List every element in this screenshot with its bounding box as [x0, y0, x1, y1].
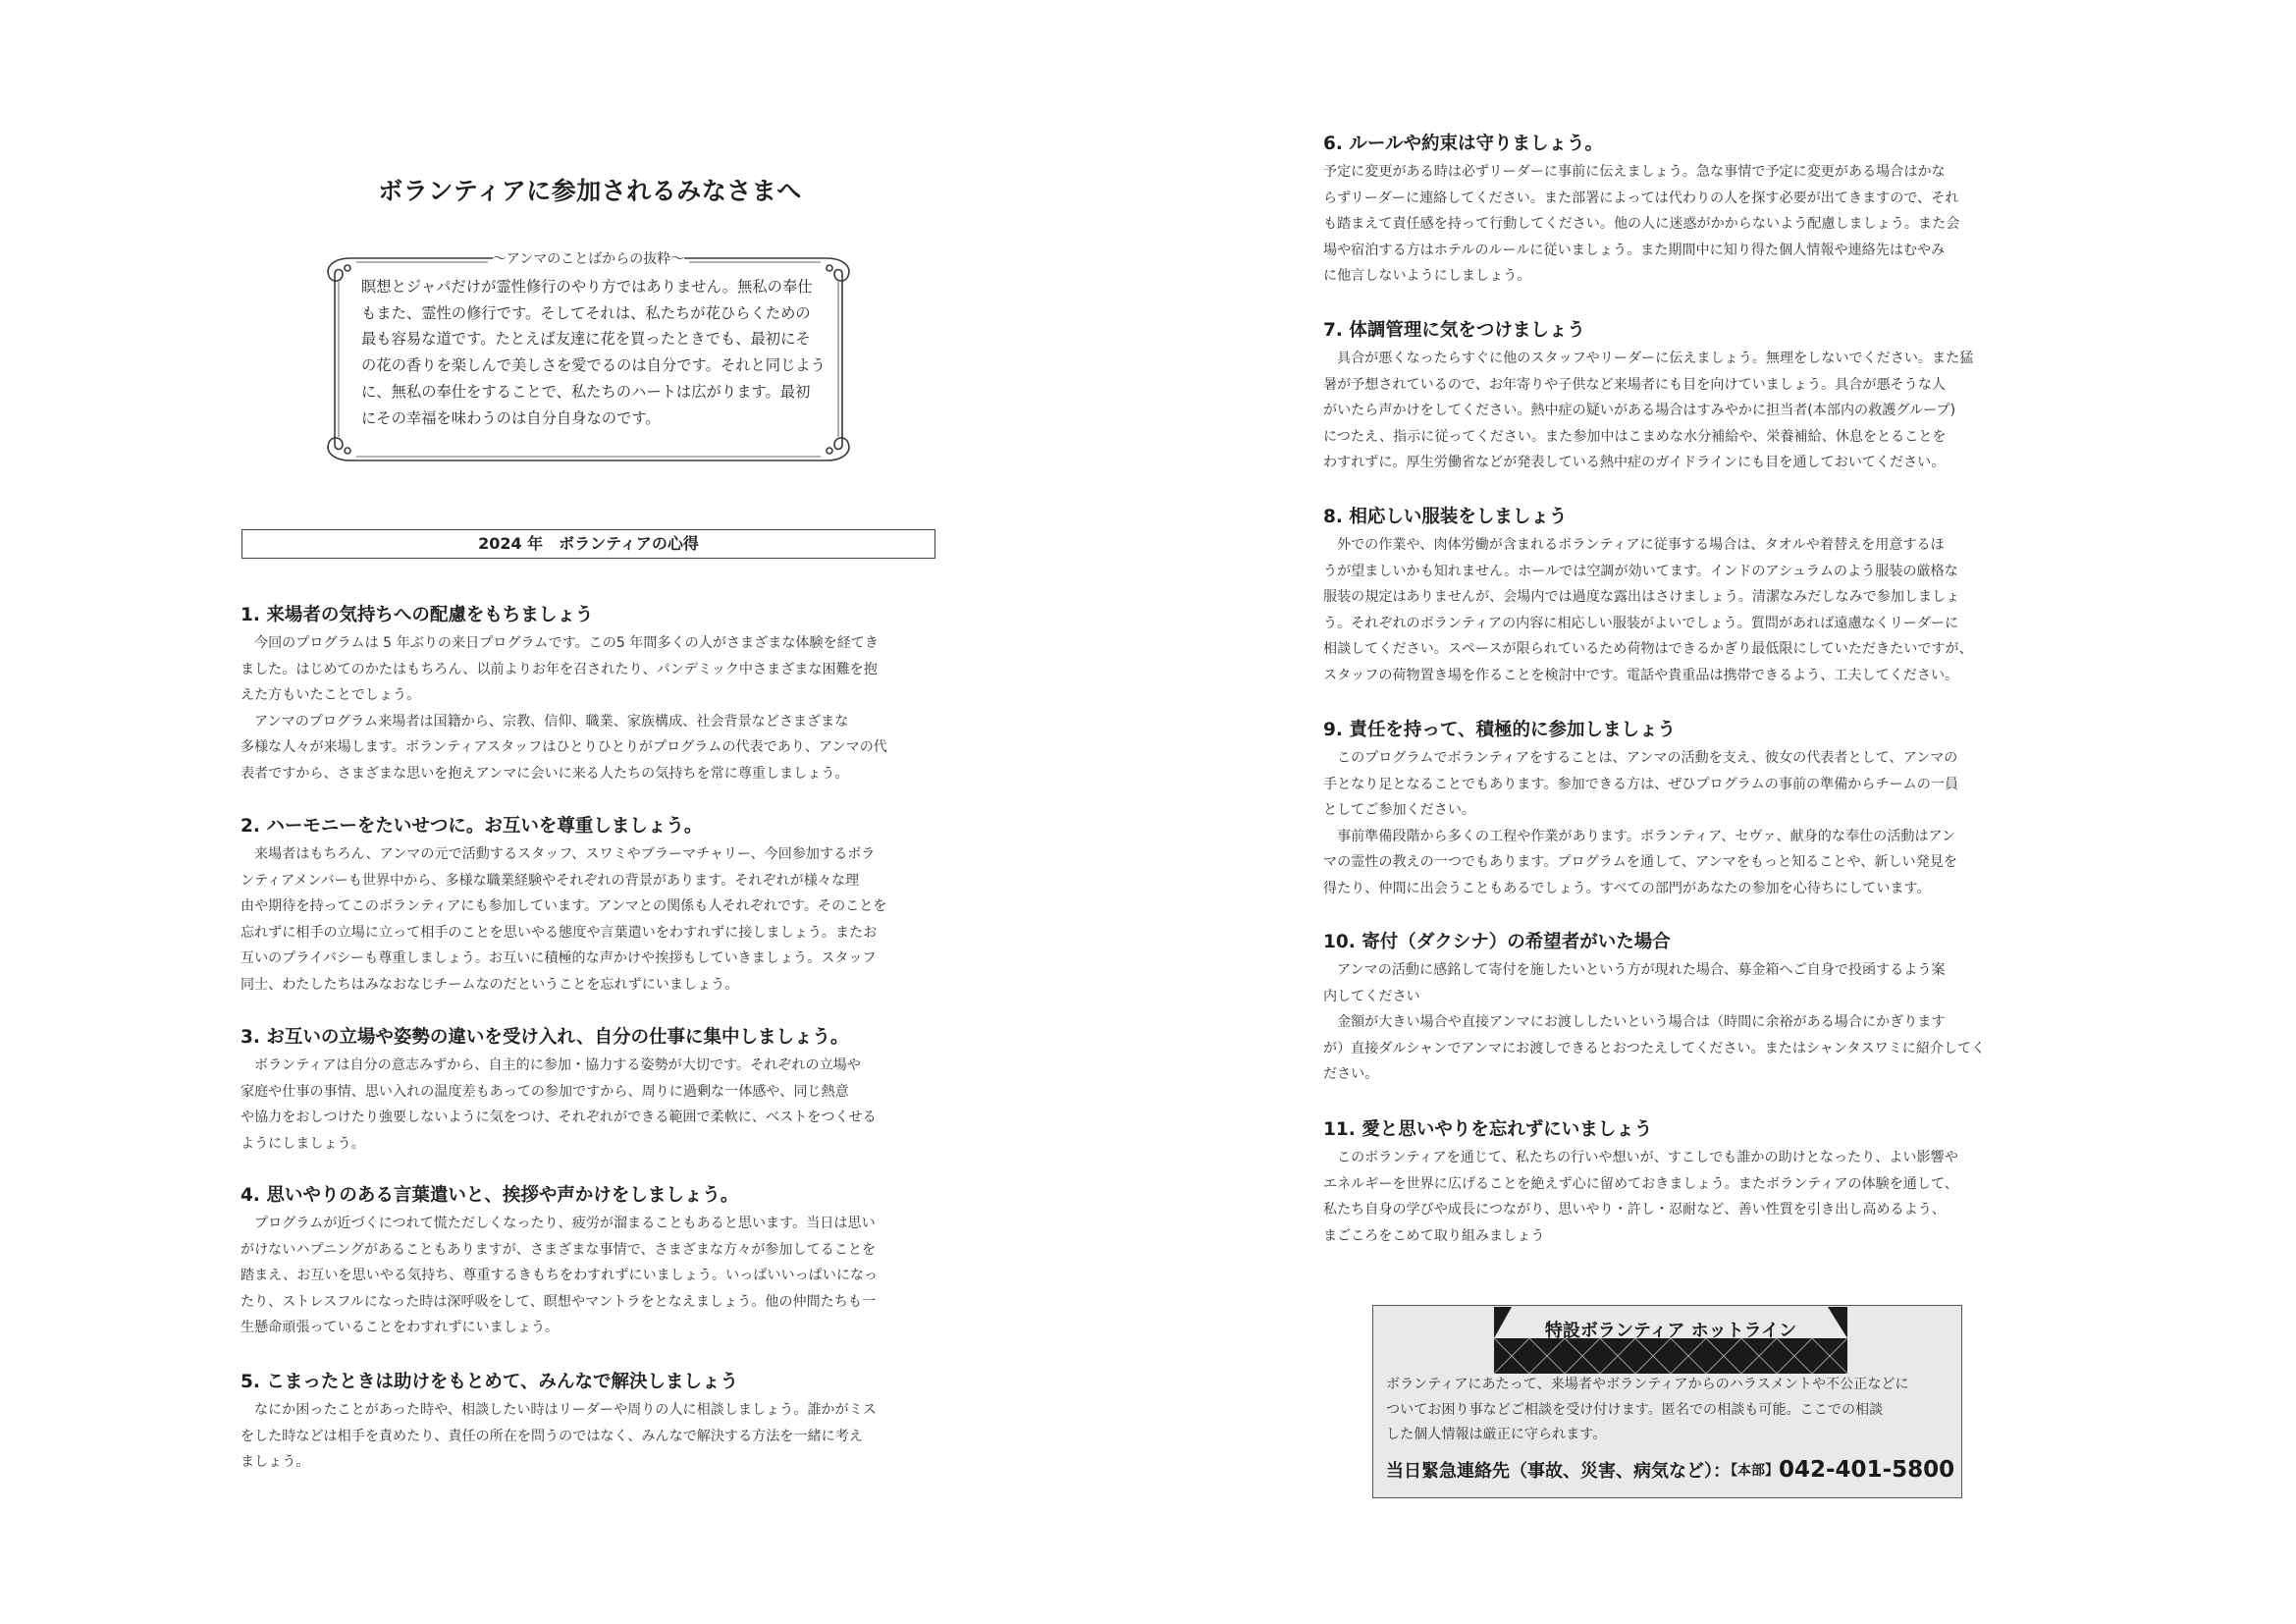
body-line: プログラムが近づくにつれて慌ただしくなったり、疲労が溜まることもあると思います。当日は思い	[254, 1216, 876, 1231]
body-line: が）直接ダルシャンでアンマにお渡しできるとおつたえしてください。またはシャンタスワミに紹介してく	[1323, 1040, 1986, 1056]
section-heading: 5. こまったときは助けをもとめて、みんなで解決しましょう	[240, 1372, 738, 1392]
body-line: 服装の規定はありませんが、会場内では過度な露出はさけましょう。清潔なみだしなみで参加しましょ	[1323, 589, 1960, 605]
quote-line: 瞑想とジャパだけが霊性修行のやり方ではありません。無私の奉仕	[361, 278, 813, 296]
body-line: 今回のプログラムは 5 年ぶりの来日プログラムです。この5 年間多くの人がさまざまな体験を経てき	[254, 635, 879, 651]
quote-box	[321, 248, 856, 470]
body-line: も踏まえて責任感を持って行動してください。他の人に迷惑がかからないよう配慮しましょう。また会	[1323, 216, 1960, 232]
body-line: エネルギーを世界に広げることを絶えず心に留めておきましょう。またボランティアの体験を通して、	[1323, 1175, 1958, 1192]
body-line: 表者ですから、さまざまな思いを抱えアンマに会いに来る人たちの気持ちを常に尊重しましょう。	[240, 765, 849, 782]
section-heading: 6. ルールや約束は守りましょう。	[1323, 134, 1603, 154]
section-7	[1323, 316, 1973, 476]
body-line: えた方もいたことでしょう。	[240, 687, 421, 703]
body-line: 同士、わたしたちはみなおなじチームなのだということを忘れずにいましょう。	[240, 976, 739, 993]
body-line: に他言しないようにしましょう。	[1323, 268, 1531, 284]
body-line: 具合が悪くなったらすぐに他のスタッフやリーダーに伝えましょう。無理をしないでください。また猛	[1337, 351, 1974, 366]
body-line: ボランティアは自分の意志みずから、自主的に参加・協力する姿勢が大切です。それぞれの立場や	[254, 1057, 861, 1073]
body-line: 多様な人々が来場します。ボランティアスタッフはひとりひとりがプログラムの代表であり、アンマの代	[240, 739, 887, 755]
body-line: マの霊性の教えの一つでもあります。プログラムを通して、アンマをもっと知ることや、新しい発見を	[1323, 854, 1957, 870]
body-line: 内してください	[1323, 988, 1420, 1004]
section-6	[1323, 130, 1959, 290]
body-line: 来場者はもちろん、アンマの元で活動するスタッフ、スワミやブラーマチャリー、今回参加するボラ	[254, 846, 876, 862]
body-line: としてご参加ください。	[1323, 802, 1476, 818]
body-line: たり、ストレスフルになった時は深呼吸をして、瞑想やマントラをとなえましょう。他の仲間たちも一	[240, 1293, 877, 1310]
body-line: をした時などは相手を責めたり、責任の所在を問うのではなく、みんなで解決する方法を一緒に考え	[240, 1428, 863, 1444]
section-heading: 8. 相応しい服装をしましょう	[1323, 507, 1568, 527]
body-line: 事前準備段階から多くの工程や作業があります。ボランティア、セヴァ、献身的な奉仕の活動はアン	[1337, 828, 1956, 844]
section-1	[240, 601, 887, 786]
section-8	[1323, 503, 1973, 688]
body-line: らずリーダーに連絡してください。また部署によっては代わりの人を探す必要が出てきますので、それ	[1323, 189, 1959, 206]
section-body	[1323, 1145, 1958, 1249]
contact-department: 【本部】	[1731, 1463, 1779, 1479]
page-title: ボランティアに参加されるみなさまへ	[378, 177, 802, 205]
quote-line: に、無私の奉仕をすることで、私たちのハートは広がります。最初	[361, 382, 811, 401]
section-body	[240, 1053, 877, 1157]
body-line: につたえ、指示に従ってください。また参加中はこまめな水分補給や、栄養補給、休息をとることを	[1323, 428, 1947, 445]
section-heading: 9. 責任を持って、積極的に参加しましょう	[1323, 720, 1676, 740]
section-3	[240, 1023, 877, 1157]
section-body	[240, 630, 887, 786]
body-line: うが望ましいかも知れません。ホールでは空調が効いてます。インドのアシュラムのよう服装の厳格な	[1323, 563, 1958, 579]
body-line: 家庭や仕事の事情、思い入れの温度差もあっての参加ですから、周りに過剰な一体感や、同じ熱意	[240, 1083, 849, 1100]
body-line: 予定に変更がある時は必ずリーダーに事前に伝えましょう。急な事情で予定に変更がある場合はかな	[1323, 164, 1946, 180]
hotline-line: した個人情報は厳正に守られます。	[1386, 1427, 1607, 1442]
emergency-contact	[1386, 1457, 1955, 1490]
hotline-description	[1386, 1373, 1950, 1448]
section-body	[1323, 532, 1973, 688]
body-line: 私たち自身の学びや成長につながり、思いやり・許し・忍耐など、善い性質を引き出し高めるよう、	[1323, 1202, 1946, 1218]
section-heading: 1. 来場者の気持ちへの配慮をもちましょう	[240, 605, 594, 625]
body-line: や協力をおしつけたり強要しないように気をつけ、それぞれができる範囲で柔軟に、ベストをつくせる	[240, 1110, 877, 1125]
body-line: このボランティアを通じて、私たちの行いや想いが、すこしでも誰かの助けとなったり、よい影響や	[1337, 1150, 1958, 1165]
body-line: 場や宿泊する方はホテルのルールに従いましょう。また期間中に知り得た個人情報や連絡先はむやみ	[1323, 242, 1946, 258]
section-heading: 10. 寄付（ダクシナ）の希望者がいた場合	[1323, 932, 1671, 952]
section-10	[1323, 928, 1985, 1088]
body-line: がいたら声かけをしてください。熱中症の疑いがある場合はすみやかに担当者(本部内の救護グループ)	[1323, 403, 1956, 418]
quote-line: の花の香りを楽しんで美しさを愛でるのは自分です。それと同じよう	[361, 356, 826, 375]
section-heading: 3. お互いの立場や姿勢の違いを受け入れ、自分の仕事に集中しましょう。	[240, 1027, 849, 1048]
section-heading: 4. 思いやりのある言葉遣いと、挨拶や声かけをしましょう。	[240, 1185, 739, 1206]
quote-caption: ～アンマのことばからの抜粋～	[492, 251, 685, 267]
quote-line: もまた、霊性の修行です。そしてそれは、私たちが花ひらくための	[361, 303, 811, 322]
section-5	[240, 1368, 877, 1476]
section-9	[1323, 716, 1958, 901]
section-body	[1323, 159, 1959, 290]
hotline-line: ついてお困り事などご相談を受け付けます。匿名での相談も可能。ここでの相談	[1386, 1401, 1884, 1418]
section-body	[240, 1397, 877, 1476]
body-line: 相談してください。スペースが限られているため荷物はできるかぎり最低限にしていただきたいですが、	[1323, 641, 1973, 657]
body-line: 金額が大きい場合や直接アンマにお渡ししたいという場合は（時間に余裕がある場合にかぎります	[1337, 1014, 1946, 1030]
body-line: アンマのプログラム来場者は国籍から、宗教、信仰、職業、家族構成、社会背景などさまざまな	[254, 713, 849, 730]
body-line: ましょう。	[240, 1454, 310, 1470]
body-line: まごころをこめて取り組みましょう	[1323, 1227, 1545, 1244]
body-line: ました。はじめてのかたはもちろん、以前よりお年を召されたり、パンデミック中さまざまな困難を抱	[240, 661, 878, 677]
body-line: 外での作業や、肉体労働が含まれるボランティアに従事する場合は、タオルや着替えを用意するほ	[1337, 537, 1945, 553]
section-4	[240, 1181, 878, 1341]
section-heading: 7. 体調管理に気をつけましょう	[1323, 320, 1585, 341]
quote-line: 最も容易な道です。たとえば友達に花を買ったときでも、最初にそ	[361, 330, 811, 349]
body-line: 踏まえ、お互いを思いやる気持ち、尊重するきもちをわすれずにいましょう。いっぱいいっぱいになっ	[240, 1268, 879, 1283]
body-line: がけないハプニングがあることもありますが、さまざまな事情で、さまざまな方々が参加してることを	[240, 1241, 877, 1258]
body-line: アンマの活動に感銘して寄付を施したいという方が現れた場合、募金箱へご自身で投函するよう案	[1337, 962, 1946, 978]
quote-text	[361, 274, 826, 431]
body-line: 手となり足となることでもあります。参加できる方は、ぜひプログラムの事前の準備からチームの一員	[1323, 776, 1959, 792]
body-line: 暑が予想されているので、お年寄りや子供など来場者にも目を向けていましょう。具合が悪そうな人	[1323, 376, 1946, 393]
section-heading: 11. 愛と思いやりを忘れずにいましょう	[1323, 1119, 1653, 1140]
body-line: 互いのプライバシーも尊重しましょう。お互いに積極的な声かけや挨拶もしていきましょう。スタッフ	[240, 950, 877, 966]
contact-label: 当日緊急連絡先（事故、災害、病気など）：	[1386, 1461, 1731, 1482]
body-line: 得たり、仲間に出会うこともあるでしょう。すべての部門があなたの参加を心待ちにしています。	[1323, 880, 1931, 896]
quote-line: にその幸福を味わうのは自分自身なのです。	[361, 408, 661, 427]
body-line: なにか困ったことがあった時や、相談したい時はリーダーや周りの人に相談しましょう。誰かがミス	[254, 1402, 877, 1418]
body-line: ださい。	[1323, 1066, 1379, 1082]
body-line: う。それぞれのボランティアの内容に相応しい服装がよいでしょう。質問があれば遠慮なくリーダーに	[1323, 615, 1959, 631]
hotline-title: 特設ボランティア ホットライン	[1544, 1321, 1797, 1341]
body-line: わすれずに。厚生労働省などが発表している熱中症のガイドラインにも目を通しておいてください。	[1323, 455, 1946, 470]
section-body	[1323, 745, 1958, 901]
section-heading: 2. ハーモニーをたいせつに。お互いを尊重しましょう。	[240, 816, 703, 837]
hotline-banner	[1488, 1307, 1853, 1374]
section-body	[240, 841, 886, 998]
section-body	[1323, 957, 1985, 1088]
body-line: このプログラムでボランティアをすることは、アンマの活動を支え、彼女の代表者として、アンマの	[1337, 750, 1958, 766]
guidelines-subtitle: 2024 年 ボランティアの心得	[241, 529, 935, 559]
section-11	[1323, 1115, 1958, 1249]
contact-phone[interactable]: 042-401-5800	[1779, 1457, 1955, 1483]
body-line: ようにしましょう。	[240, 1135, 365, 1152]
section-2	[240, 812, 886, 998]
body-line: 忘れずに相手の立場に立って相手のことを思いやる態度や言葉遣いをわすれずに接しましょう。またお	[240, 924, 878, 941]
section-body	[240, 1211, 878, 1341]
body-line: スタッフの荷物置き場を作ることを検討中です。電話や貴重品は携帯できるよう、工夫してください。	[1323, 667, 1959, 683]
hotline-line: ボランティアにあたって、来場者やボランティアからのハラスメントや不公正などに	[1386, 1377, 1909, 1392]
hotline-box	[1372, 1305, 1962, 1498]
body-line: 生懸命頑張っていることをわすれずにいましょう。	[240, 1320, 560, 1335]
body-line: 由や期待を持ってこのボランティアにも参加しています。アンマとの関係も人それぞれです。そのことを	[240, 898, 887, 914]
section-body	[1323, 346, 1973, 476]
body-line: ンティアメンバーも世界中から、多様な職業経験やそれぞれの背景があります。それぞれが様々な理	[240, 872, 860, 889]
